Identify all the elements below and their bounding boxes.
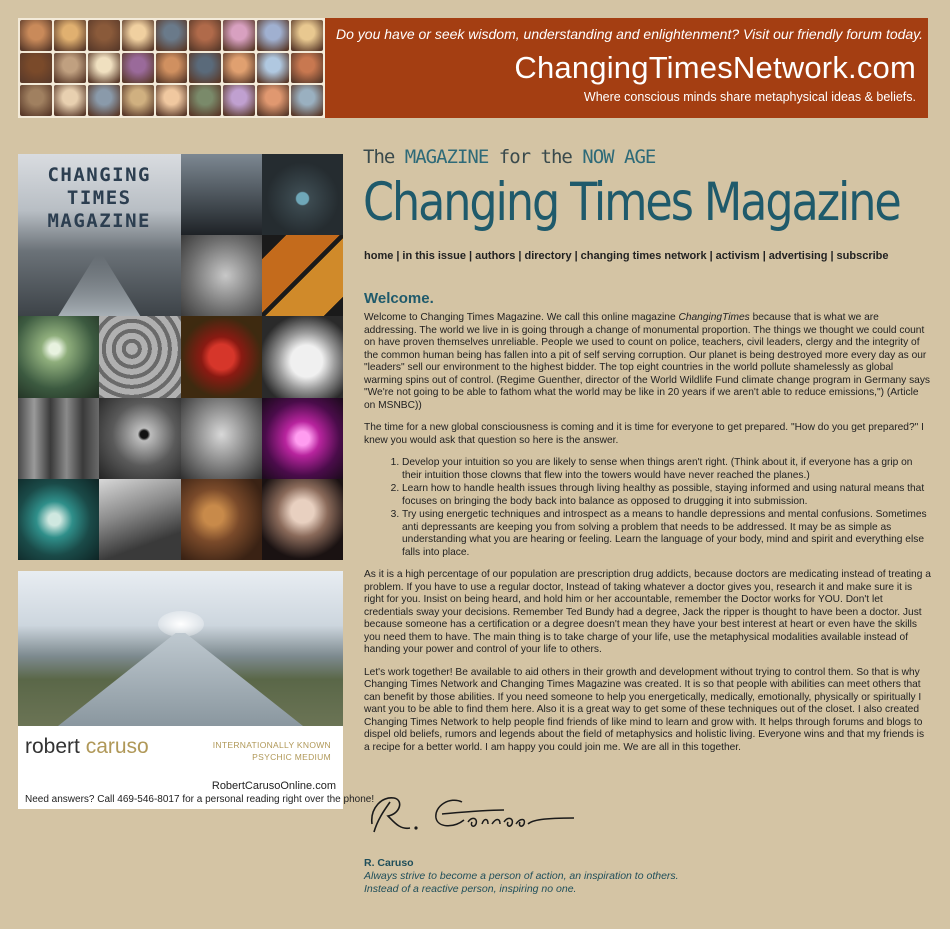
preparation-list: [364, 457, 932, 559]
cover-title-line: MAGAZINE: [47, 210, 151, 232]
banner-subtitle: Where conscious minds share metaphysical ideas & beliefs.: [583, 90, 916, 104]
member-photo: [156, 85, 188, 116]
member-photo: [20, 53, 52, 84]
banner-site-name: ChangingTimesNetwork.com: [514, 50, 916, 85]
member-photo: [291, 85, 323, 116]
nav-separator: |: [396, 250, 400, 262]
collage-tile-tarot-cards: [262, 235, 343, 316]
collage-tile-ram: [181, 154, 262, 235]
article-paragraph: As it is a high percentage of our population are prescription drug addicts, because doctors are medicating instead of treating a problem. If you have to use a regular doctor, Instead of taking whatever a doctor gives you, research it and make sure it is right for you. Insist on being heard, and hold him or her accountable, remember the Doctor works for YOU. Don't let credentials sway your decisions. Remember Ted Bundy had a degree, Jack the ripper is thought to have been a doctor. Just because someone has a certification or a degree doesn't mean they have your best interest at heart or even have the skills you need them to have. The main thing is to take charge of your life, use the metaphysical modalities available instead of handing your power and control of your life to others.: [364, 569, 931, 655]
collage-tile-figure-light: [18, 316, 99, 397]
signature-image: [364, 788, 594, 844]
collage-tile-eye: [99, 398, 180, 479]
collage-tile-coins: [99, 316, 180, 397]
member-photo: [257, 53, 289, 84]
member-photo: [122, 85, 154, 116]
ad-website-link[interactable]: RobertCarusoOnline.com: [211, 780, 336, 792]
article-paragraph: Let's work together! Be available to aid others in their growth and development without trying to control them. So that is why Changing Times Network and Changing Times Magazine was created. It is so that people with abilities can meet others that can benefit by those abilities. If you need someone to help you energetically, medically, emotionally, physically or spiritually I want you to be able to find them here. Also it is a great way to get some of these techniques out of the closet. I also created Changing Times Network to help people find friends of like mind to learn and grow with. It helps through forums and blogs to dispel old beliefs, rumors and legends about the field of metaphysics and holistic living. Everyone wins and that my friends is a recipe for a better world. I am happy you could join me. We are all in this together.: [364, 666, 925, 753]
ad-title-line: PSYCHIC MEDIUM: [252, 752, 331, 762]
article-body: [364, 312, 932, 764]
article-paragraph: The time for a new global consciousness is coming and it is time for everyone to get prepared. "How do you get prepared?" I knew you would ask that question so here is the answer.: [364, 422, 924, 446]
nav-link-advertising[interactable]: advertising: [768, 250, 828, 262]
member-photo: [189, 85, 221, 116]
collage-tile-planet: [262, 154, 343, 235]
forum-banner[interactable]: [18, 18, 928, 118]
nav-link-subscribe[interactable]: subscribe: [836, 250, 889, 262]
emphasis-text: ChangingTimes: [678, 312, 750, 323]
collage-tile-bottles: [18, 398, 99, 479]
collage-tile-sleeping-face: [181, 235, 262, 316]
list-item: 2. Learn how to handle health issues through living healthy as possible, staying informed and using natural means that focuses on bringing the body back into balance as opposed to drugging it into submission.: [402, 483, 932, 508]
cover-title-line: TIMES: [66, 187, 132, 209]
ad-phone-text: Need answers? Call 469-546-8017 for a personal reading right over the phone!: [25, 794, 375, 805]
tagline-word: The: [363, 146, 395, 168]
member-photo: [223, 20, 255, 51]
nav-separator: |: [762, 250, 766, 262]
member-photo: [54, 85, 86, 116]
member-photo: [189, 53, 221, 84]
member-photo: [88, 85, 120, 116]
text-run: because that is what we are addressing. The world we live in is going through a change of monumental proportion. The things we thought we could count on have proven themselves unreliable. People we used to count on police, teachers, civil leaders, clergy and the integrity of the common human being has fallen into a pit of self serving corruption. Our planet is being destroyed more every day as our "leaders" sell our environment to the highest bidder. The top eight countries in the world pollute shamelessly as global warming spins out of control. (Regime Guenther, director of the World Wildlife Fund climate change program in Germany says "We're not going to be able to fathom what the world may be like in 20 years if we aren't able to reduce emissions,") (Article on MSNBC)): [364, 312, 931, 411]
nav-separator: |: [709, 250, 713, 262]
member-photo: [88, 53, 120, 84]
collage-tile-crystal-ball: [262, 398, 343, 479]
article-heading: Welcome.: [364, 290, 434, 307]
member-photo-grid: [18, 18, 325, 118]
author-name: R. Caruso: [364, 857, 414, 869]
magazine-cover-collage[interactable]: [18, 154, 343, 560]
nav-link-activism[interactable]: activism: [715, 250, 760, 262]
member-photo: [291, 20, 323, 51]
collage-tile-hand: [262, 316, 343, 397]
quote-line: Instead of a reactive person, inspiring no one.: [364, 883, 577, 895]
boardwalk-graphic: [58, 256, 141, 316]
text-run: Welcome to Changing Times Magazine. We call this online magazine: [364, 312, 679, 323]
quote-line: Always strive to become a person of action, an inspiration to others.: [364, 870, 679, 882]
ad-first-name: robert: [25, 735, 80, 758]
nav-link-changing-times-network[interactable]: changing times network: [580, 250, 707, 262]
boardwalk-graphic: [58, 633, 303, 726]
ad-name: [25, 735, 149, 759]
member-photo: [257, 85, 289, 116]
nav-separator: |: [830, 250, 834, 262]
member-photo: [223, 85, 255, 116]
nav-link-authors[interactable]: authors: [475, 250, 516, 262]
collage-tile-belly: [181, 398, 262, 479]
ad-title: [213, 739, 331, 763]
author-quote: [364, 870, 679, 896]
nav-link-home[interactable]: home: [364, 250, 394, 262]
tagline-word: NOW AGE: [582, 146, 656, 168]
article-paragraph: [364, 312, 932, 412]
ad-title-line: INTERNATIONALLY KNOWN: [212, 740, 331, 750]
ad-last-name: caruso: [85, 735, 149, 758]
cover-title-line: CHANGING: [47, 164, 151, 186]
nav-link-in-this-issue[interactable]: in this issue: [402, 250, 466, 262]
list-item: 3. Try using energetic techniques and introspect as a means to handle depressions and mental confusions. Sometimes anti depressants are keeping you from solving a problem that needs to be addressed. It may be as simple as understanding what you are hearing or feeling. Learn the language of your body, mind and spirit and everything else falls into place.: [402, 509, 932, 559]
member-photo: [54, 53, 86, 84]
member-photo: [20, 85, 52, 116]
collage-tile-painting: [181, 479, 262, 560]
collage-tile-flower: [18, 479, 99, 560]
magazine-tagline: [363, 146, 655, 168]
nav-separator: |: [518, 250, 522, 262]
member-photo: [20, 20, 52, 51]
member-photo: [156, 53, 188, 84]
member-photo: [223, 53, 255, 84]
member-photo: [122, 53, 154, 84]
magazine-title: Changing Times Magazine: [363, 172, 900, 233]
collage-tile-woman-hand: [262, 479, 343, 560]
member-photo: [156, 20, 188, 51]
nav-link-directory[interactable]: directory: [524, 250, 572, 262]
nav-separator: |: [469, 250, 473, 262]
list-item: 1. Develop your intuition so you are likely to sense when things aren't right. (Think about it, if everyone has a grip on their intuition those clowns that flew into the towers would have never reached the planes.): [402, 457, 932, 482]
member-photo: [189, 20, 221, 51]
member-photo: [122, 20, 154, 51]
collage-tile-dancers: [99, 479, 180, 560]
nav-separator: |: [574, 250, 578, 262]
tagline-word: MAGAZINE: [404, 146, 489, 168]
banner-tagline: Do you have or seek wisdom, understanding and enlightenment? Visit our friendly forum today.: [336, 26, 924, 42]
member-photo: [54, 20, 86, 51]
member-photo: [257, 20, 289, 51]
main-nav: [364, 250, 889, 262]
ad-boardwalk-photo: [18, 571, 343, 726]
psychic-medium-ad[interactable]: [18, 571, 375, 809]
collage-tile-red-cells: [181, 316, 262, 397]
magazine-cover-image: [18, 154, 181, 316]
member-photo: [88, 20, 120, 51]
cover-title: [18, 164, 181, 233]
tagline-word: for the: [498, 146, 572, 168]
member-photo: [291, 53, 323, 84]
